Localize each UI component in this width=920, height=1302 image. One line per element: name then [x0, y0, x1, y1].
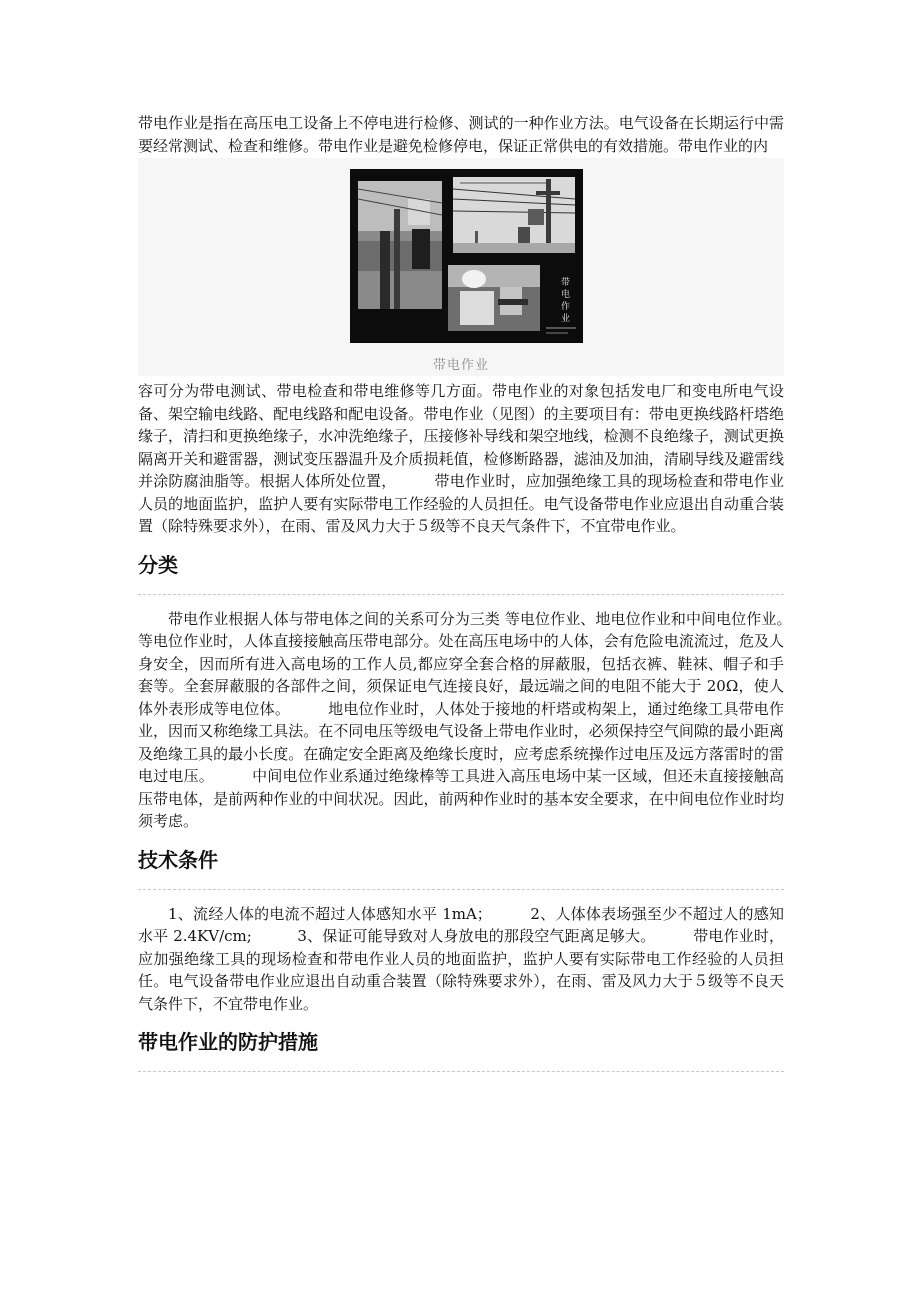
section-heading-technical: 技术条件 [138, 847, 218, 872]
section-divider [138, 594, 784, 595]
document-page [138, 112, 830, 1085]
intro-paragraph: 带电作业是指在高压电工设备上不停电进行检修、测试的一种作业方法。电气设备在长期运行中需要经常测试、检查和维修。带电作业是避免检修停电，保证正常供电的有效措施。带电作业的内 [138, 114, 784, 155]
svg-text:带: 带 [561, 278, 571, 288]
figure-caption: 带电作业 [432, 358, 489, 373]
figure [138, 158, 784, 376]
technical-paragraph: 1、流经人体的电流不超过人体感知水平 1mA； 2、人体体表场强至少不超过人的感知水平 2.4KV/cm; 3、保证可能导致对人身放电的那段空气距离足够大。 带电作业时，应加强绝缘工具的现场检查和带电作业人员的地面监护，监护人要有实际带电工作经验的人员担任。电气设备带电作业应退出自动重合装置（除特殊要求外），在雨、雷及风力大于５级等不良天气条件下，不宜带电作业。 [138, 904, 784, 1013]
section-heading-classification: 分类 [138, 552, 178, 577]
photo-collage-graphic [350, 169, 583, 343]
svg-text:电: 电 [561, 290, 571, 300]
svg-text:业: 业 [561, 314, 571, 324]
classification-paragraph: 带电作业根据人体与带电体之间的关系可分为三类 等电位作业、地电位作业和中间电位作业。 等电位作业时，人体直接接触高压带电部分。处在高压电场中的人体，会有危险电流流过，危及人身安全，因而所有进入高电场的工作人员,都应穿全套合格的屏蔽服，包括衣裤、鞋袜、帽子和手套等。全套屏蔽服的各部件之间，须保证电气连接良好，最远端之间的电阻不能大于 20Ω，使人体外表形成等电位体。 地电位作业时，人体处于接地的杆塔或构架上，通过绝缘工具带电作业，因而又称绝缘工具法。在不同电压等级电气设备上带电作业时，必须保持空气间隙的最小距离及绝缘工具的最小长度。在确定安全距离及绝缘长度时，应考虑系统操作过电压及远方落雷时的雷电过电压。 中间电位作业系通过绝缘棒等工具进入高压电场中某一区域，但还未直接接触高压带电体，是前两种作业的中间状况。因此，前两种作业时的基本安全要求，在中间电位作业时均须考虑。 [138, 609, 830, 830]
svg-text:作: 作 [561, 302, 571, 312]
section-heading-protection: 带电作业的防护措施 [138, 1030, 318, 1054]
intro-continued-paragraph: 容可分为带电测试、带电检查和带电维修等几方面。带电作业的对象包括发电厂和变电所电气设备、架空输电线路、配电线路和配电设备。带电作业（见图）的主要项目有：带电更换线路杆塔绝缘子，清扫和更换绝缘子，水冲洗绝缘子，压接修补导线和架空地线，检测不良绝缘子，测试更换隔离开关和避雷器，测试变压器温升及介质损耗值，检修断路器，滤油及加油，清刷导线及避雷线并涂防腐油脂等。根据人体所处位置， 带电作业时，应加强绝缘工具的现场检查和带电作业人员的地面监护，监护人要有实际带电工作经验的人员担任。电气设备带电作业应退出自动重合装置（除特殊要求外），在雨、雷及风力大于５级等不良天气条件下，不宜带电作业。 [138, 382, 784, 535]
section-divider [138, 1071, 784, 1072]
live-work-photo-collage [350, 169, 583, 343]
section-divider [138, 889, 784, 890]
